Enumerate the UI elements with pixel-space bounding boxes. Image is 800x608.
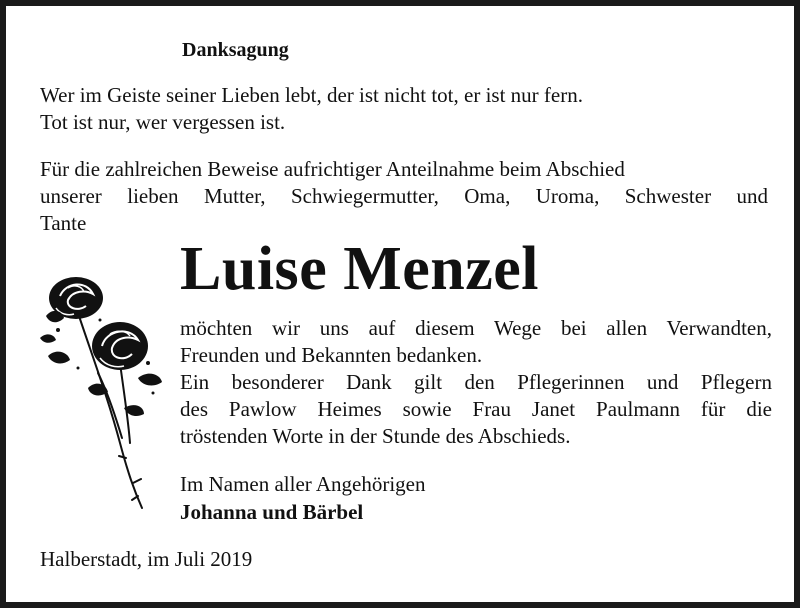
place-date: Halberstadt, im Juli 2019	[40, 547, 253, 571]
rose-drawing-icon	[38, 268, 168, 513]
quote-line-2: Tot ist nur, wer vergessen ist.	[40, 110, 286, 134]
intro-line-3: Tante	[40, 211, 87, 235]
quote-line-1: Wer im Geiste seiner Lieben lebt, der ist nicht tot, er ist nur fern.	[40, 83, 583, 107]
notice-heading: Danksagung	[182, 39, 289, 61]
signoff-line: Im Namen aller Angehörigen	[180, 472, 426, 496]
thanks-line-1: möchten wir uns auf diesem Wege bei allen Verwandten,	[180, 316, 772, 340]
intro-line-2: unserer lieben Mutter, Schwiegermutter, Oma, Uroma, Schwester und	[40, 184, 768, 208]
thanks-line-3: Ein besonderer Dank gilt den Pflegerinnen und Pflegern	[180, 370, 772, 394]
thanks-line-2: Freunden und Bekannten bedanken.	[180, 343, 483, 367]
thanks-line-4: des Pawlow Heimes sowie Frau Janet Paulmann für die	[180, 397, 772, 421]
thanks-line-5: tröstenden Worte in der Stunde des Abschieds.	[180, 424, 571, 448]
intro-line-1: Für die zahlreichen Beweise aufrichtiger Anteilnahme beim Abschied	[40, 157, 625, 181]
deceased-name: Luise Menzel	[180, 235, 539, 303]
signers: Johanna und Bärbel	[180, 500, 364, 524]
